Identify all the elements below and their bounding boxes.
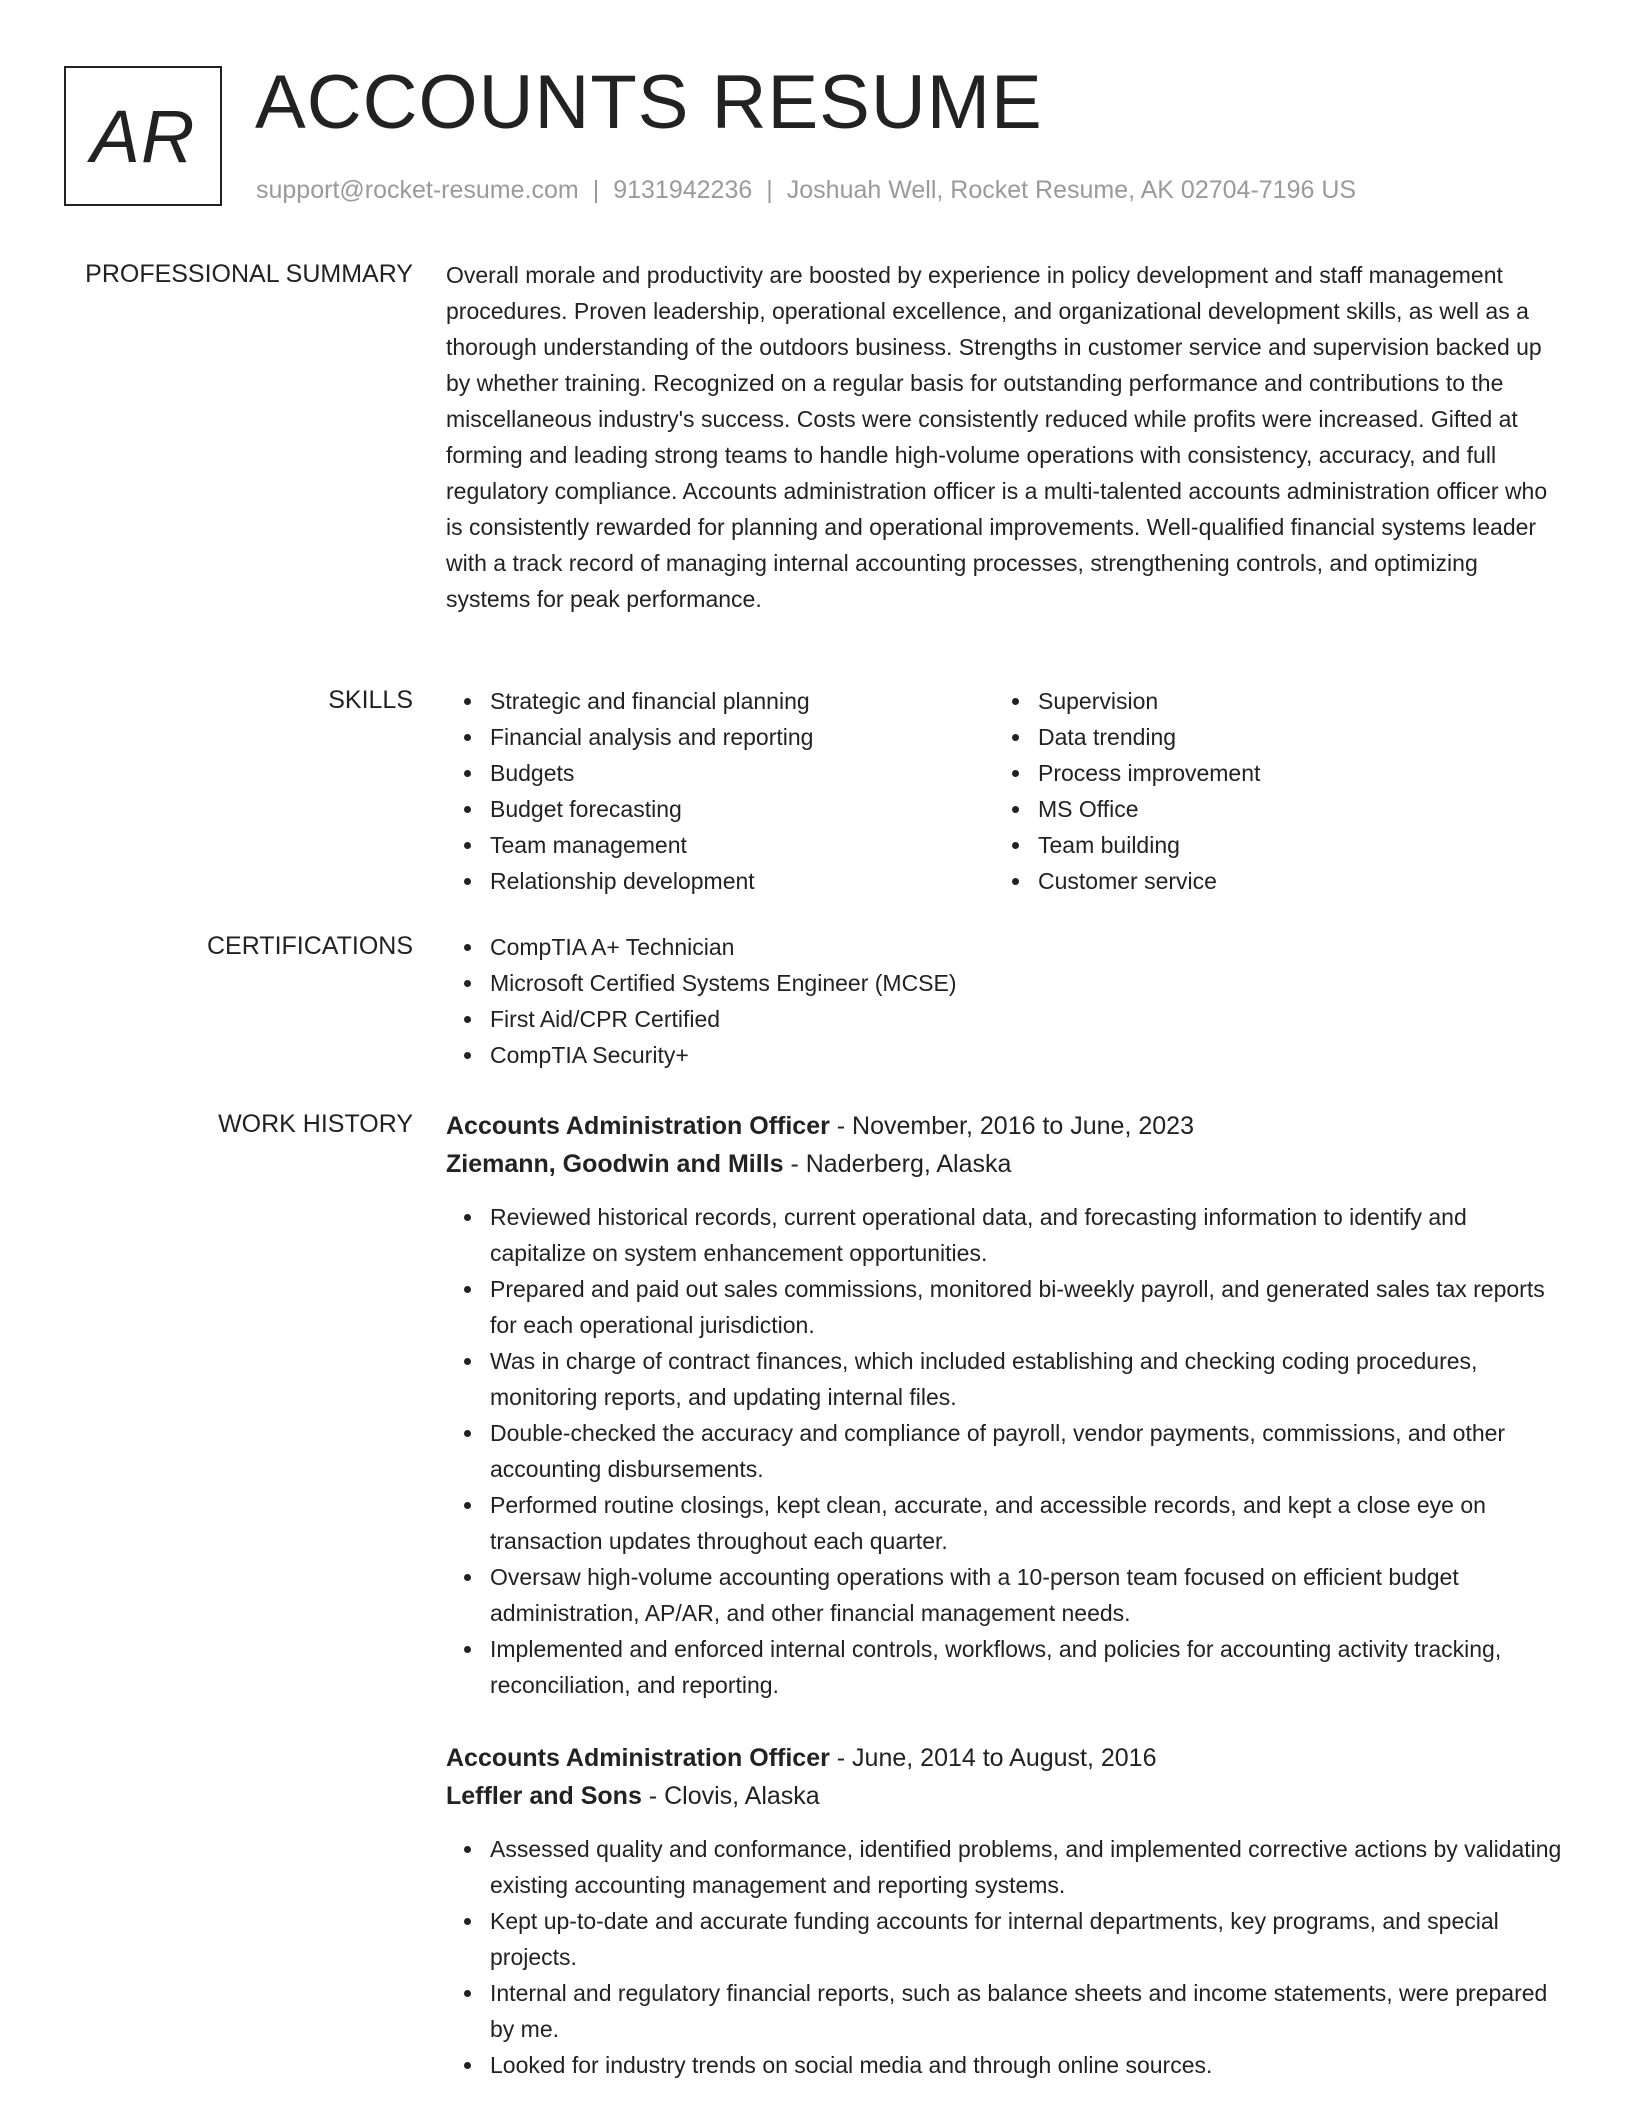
job-title-line [446, 1739, 1562, 1777]
contact-info [256, 174, 1356, 206]
contact-email: support@rocket-resume.com [256, 176, 579, 204]
job-company: Leffler and Sons [446, 1782, 642, 1810]
job-location: - Naderberg, Alaska [783, 1150, 1012, 1178]
skill-item: MS Office [1038, 791, 1542, 827]
job-duty-item: Double-checked the accuracy and compliance of payroll, vendor payments, commissions, and other accounting disbursements. [490, 1415, 1562, 1487]
work-history-heading: WORK HISTORY [218, 1110, 413, 1138]
skills-heading: SKILLS [328, 686, 413, 714]
certifications-list [446, 929, 1562, 1073]
summary-heading: PROFESSIONAL SUMMARY [85, 260, 413, 288]
skill-item: Financial analysis and reporting [490, 719, 994, 755]
work-history-list [446, 1107, 1562, 2119]
skills-column-right [994, 683, 1542, 899]
job-duty-item: Prepared and paid out sales commissions, monitored bi-weekly payroll, and generated sales tax reports for each operational jurisdiction. [490, 1271, 1562, 1343]
job-duties [446, 1831, 1562, 2083]
summary-text: Overall morale and productivity are boosted by experience in policy development and staff management procedures. Proven leadership, operational excellence, and organizational development skills, as well as a thorough understanding of the outdoors business. Strengths in customer service and supervision backed up by whether training. Recognized on a regular basis for outstanding performance and contributions to the miscellaneous industry's success. Costs were consistently reduced while profits were increased. Gifted at forming and leading strong teams to handle high-volume operations with consistency, accuracy, and full regulatory compliance. Accounts administration officer is a multi-talented accounts administration officer who is consistently rewarded for planning and operational improvements. Well-qualified financial systems leader with a track record of managing internal accounting processes, strengthening controls, and optimizing systems for peak performance. [446, 262, 1548, 612]
summary-body [446, 257, 1562, 617]
job-duty-item: Assessed quality and conformance, identified problems, and implemented corrective actions by validating existing accounting management and reporting systems. [490, 1831, 1562, 1903]
job-duty-item: Performed routine closings, kept clean, accurate, and accessible records, and kept a close eye on transaction updates throughout each quarter. [490, 1487, 1562, 1559]
job-location: - Clovis, Alaska [641, 1782, 820, 1810]
job-title: Accounts Administration Officer [446, 1744, 830, 1772]
job-duties [446, 1199, 1562, 1703]
certification-item: First Aid/CPR Certified [490, 1001, 1562, 1037]
job-title-line [446, 1107, 1562, 1145]
certification-item: CompTIA Security+ [490, 1037, 1562, 1073]
job-duty-item: Oversaw high-volume accounting operations with a 10-person team focused on efficient budget administration, AP/AR, and other financial management needs. [490, 1559, 1562, 1631]
skill-item: Supervision [1038, 683, 1542, 719]
job-entry [446, 1739, 1562, 2083]
job-company: Ziemann, Goodwin and Mills [446, 1150, 784, 1178]
skills-column-left [446, 683, 994, 899]
job-dates: - June, 2014 to August, 2016 [829, 1744, 1157, 1772]
job-duty-item: Looked for industry trends on social media and through online sources. [490, 2047, 1562, 2083]
skill-item: Team building [1038, 827, 1542, 863]
skill-item: Budget forecasting [490, 791, 994, 827]
skill-item: Budgets [490, 755, 994, 791]
contact-separator: | [592, 176, 600, 204]
skill-item: Team management [490, 827, 994, 863]
job-company-line [446, 1145, 1562, 1183]
skill-item: Relationship development [490, 863, 994, 899]
job-company-line [446, 1777, 1562, 1815]
certification-item: Microsoft Certified Systems Engineer (MCSE) [490, 965, 1562, 1001]
skills-list [446, 683, 1562, 899]
skill-item: Data trending [1038, 719, 1542, 755]
skill-item: Customer service [1038, 863, 1542, 899]
skill-item: Strategic and financial planning [490, 683, 994, 719]
job-entry [446, 1107, 1562, 1703]
job-duty-item: Internal and regulatory financial reports, such as balance sheets and income statements, were prepared by me. [490, 1975, 1562, 2047]
contact-address: Joshuah Well, Rocket Resume, AK 02704-7196 US [786, 176, 1357, 204]
job-duty-item: Kept up-to-date and accurate funding accounts for internal departments, key programs, and special projects. [490, 1903, 1562, 1975]
contact-phone: 9131942236 [613, 176, 753, 204]
certification-item: CompTIA A+ Technician [490, 929, 1562, 965]
monogram-logo: AR [64, 66, 222, 206]
job-dates: - November, 2016 to June, 2023 [829, 1112, 1194, 1140]
job-duty-item: Was in charge of contract finances, which included establishing and checking coding procedures, monitoring reports, and updating internal files. [490, 1343, 1562, 1415]
skill-item: Process improvement [1038, 755, 1542, 791]
certifications-heading: CERTIFICATIONS [206, 932, 413, 960]
contact-separator: | [766, 176, 773, 204]
job-duty-item: Reviewed historical records, current operational data, and forecasting information to identify and capitalize on system enhancement opportunities. [490, 1199, 1562, 1271]
page-title: ACCOUNTS RESUME [255, 60, 1043, 145]
job-title: Accounts Administration Officer [446, 1112, 830, 1140]
job-duty-item: Implemented and enforced internal controls, workflows, and policies for accounting activity tracking, reconciliation, and reporting. [490, 1631, 1562, 1703]
